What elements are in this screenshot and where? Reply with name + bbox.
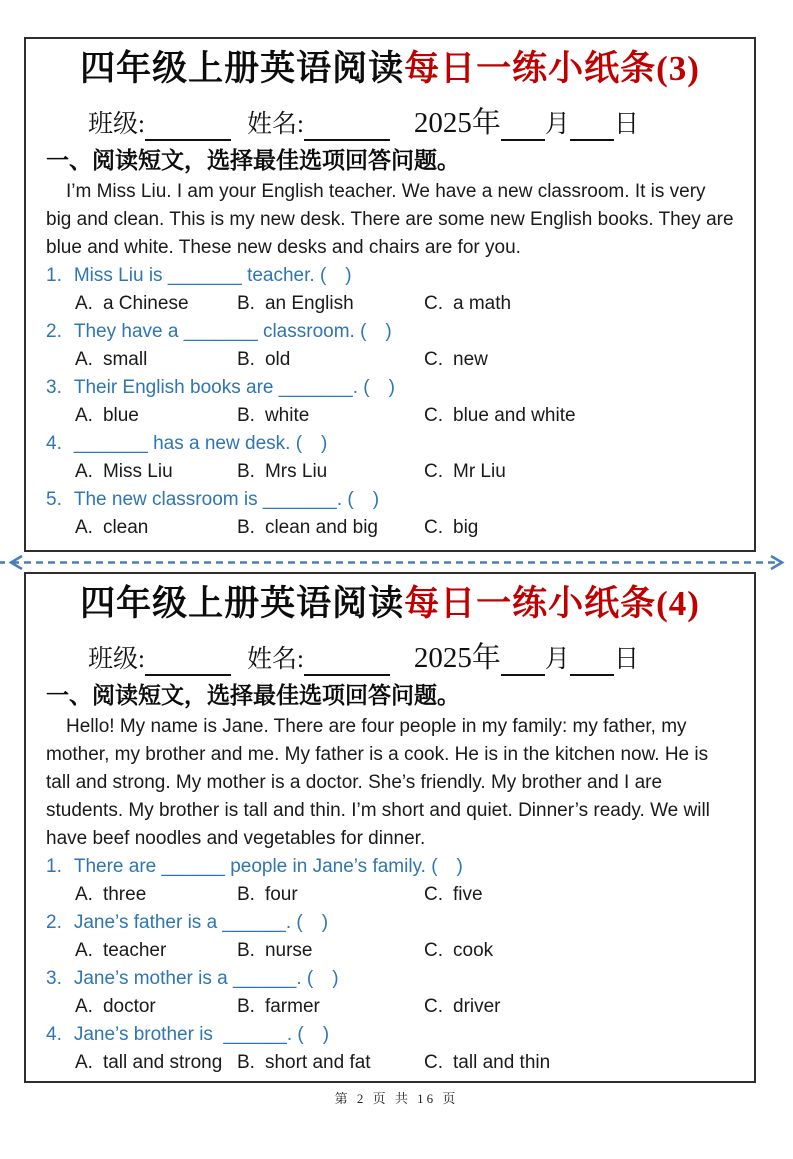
worksheet-title-black: 四年级上册英语阅读 <box>80 49 405 88</box>
option-a <box>75 458 237 486</box>
option-c <box>424 290 511 318</box>
question-number: 2. <box>46 912 62 933</box>
day-label: 日 <box>613 646 639 673</box>
worksheet-title <box>46 45 734 93</box>
option-c-label: C. <box>424 405 443 426</box>
month-label: 月 <box>544 646 570 673</box>
option-b-text: old <box>264 349 291 370</box>
question-row <box>46 486 734 514</box>
option-b-text: four <box>264 884 298 905</box>
option-c-label: C. <box>424 293 443 314</box>
options-row <box>46 937 734 965</box>
question-row <box>46 374 734 402</box>
section-instruction: 一、阅读短文，选择最佳选项回答问题。 <box>46 148 460 173</box>
option-b-label: B. <box>237 996 255 1017</box>
option-c <box>424 514 478 542</box>
worksheet-title-black: 四年级上册英语阅读 <box>80 584 405 623</box>
option-a <box>75 402 237 430</box>
month-blank <box>501 674 545 676</box>
option-b-text: clean and big <box>264 517 378 538</box>
worksheet-title-red: 每日一练小纸条(4) <box>404 584 700 623</box>
option-b-label: B. <box>237 461 255 482</box>
option-b-text: nurse <box>264 940 313 961</box>
option-c <box>424 937 493 965</box>
question-number: 3. <box>46 968 62 989</box>
option-c <box>424 346 488 374</box>
section-instruction: 一、阅读短文，选择最佳选项回答问题。 <box>46 683 460 708</box>
question-row <box>46 853 734 881</box>
month-label: 月 <box>544 111 570 138</box>
worksheet-card-3 <box>24 37 756 552</box>
option-a <box>75 346 237 374</box>
option-b-text: an English <box>264 293 354 314</box>
class-blank <box>145 674 231 676</box>
option-a-label: A. <box>75 461 93 482</box>
option-a <box>75 290 237 318</box>
option-b <box>237 514 424 542</box>
option-a-label: A. <box>75 293 93 314</box>
option-c <box>424 881 483 909</box>
option-b-label: B. <box>237 940 255 961</box>
option-b <box>237 993 424 1021</box>
option-c-text: a math <box>453 293 512 314</box>
option-c-label: C. <box>424 940 443 961</box>
question-stem: Jane’s father is a ______. ( ) <box>73 912 329 933</box>
option-a-label: A. <box>75 517 93 538</box>
option-b <box>237 346 424 374</box>
option-a-text: three <box>102 884 147 905</box>
option-a <box>75 993 237 1021</box>
option-b <box>237 1049 424 1077</box>
month-blank <box>501 139 545 141</box>
option-b-label: B. <box>237 517 255 538</box>
question-row <box>46 262 734 290</box>
question-stem: There are ______ people in Jane’s family. ( ) <box>73 856 463 877</box>
day-blank <box>570 139 614 141</box>
option-c <box>424 993 501 1021</box>
option-a-text: tall and strong <box>102 1052 223 1073</box>
option-a-text: clean <box>102 517 149 538</box>
option-b-label: B. <box>237 293 255 314</box>
option-a-label: A. <box>75 884 93 905</box>
option-c-text: big <box>453 517 479 538</box>
option-c <box>424 458 506 486</box>
day-label: 日 <box>613 111 639 138</box>
options-row <box>46 346 734 374</box>
option-b <box>237 290 424 318</box>
question-number: 4. <box>46 1024 62 1045</box>
reading-passage: I’m Miss Liu. I am your English teacher. We have a new classroom. It is very big and clean. This is my new desk. There are some new English books. They are blue and white. These new desks and chairs are for you. <box>46 181 734 258</box>
question-number: 5. <box>46 489 62 510</box>
date-group <box>414 635 639 676</box>
option-b-text: farmer <box>264 996 320 1017</box>
option-a-text: doctor <box>102 996 156 1017</box>
worksheet-title <box>46 580 734 628</box>
question-row <box>46 909 734 937</box>
question-stem: Jane’s brother is ______. ( ) <box>73 1024 330 1045</box>
option-b-label: B. <box>237 349 255 370</box>
name-blank <box>304 139 390 141</box>
question-stem: _______ has a new desk. ( ) <box>73 433 328 454</box>
question-stem: They have a _______ classroom. ( ) <box>73 321 392 342</box>
student-info-line <box>88 635 734 676</box>
date-group <box>414 100 639 141</box>
year-label: 2025年 <box>413 107 501 139</box>
option-a-label: A. <box>75 1052 93 1073</box>
name-label: 姓名: <box>246 111 304 138</box>
class-blank <box>145 139 231 141</box>
day-blank <box>570 674 614 676</box>
options-row <box>46 1049 734 1077</box>
option-c-text: Mr Liu <box>453 461 506 482</box>
worksheet-title-red: 每日一练小纸条(3) <box>404 49 700 88</box>
option-b-text: white <box>264 405 310 426</box>
option-a-label: A. <box>75 405 93 426</box>
question-stem: The new classroom is _______. ( ) <box>73 489 380 510</box>
option-b-text: short and fat <box>264 1052 371 1073</box>
option-a-text: Miss Liu <box>102 461 173 482</box>
option-a-text: a Chinese <box>102 293 189 314</box>
options-row <box>46 402 734 430</box>
option-c-text: five <box>453 884 483 905</box>
option-c-label: C. <box>424 349 443 370</box>
worksheet-card-4 <box>24 572 756 1083</box>
option-b <box>237 937 424 965</box>
question-number: 1. <box>46 856 62 877</box>
options-row <box>46 458 734 486</box>
question-stem: Their English books are _______. ( ) <box>73 377 395 398</box>
option-c-text: tall and thin <box>453 1052 551 1073</box>
question-stem: Jane’s mother is a ______. ( ) <box>73 968 339 989</box>
option-a-label: A. <box>75 996 93 1017</box>
option-a <box>75 881 237 909</box>
question-row <box>46 318 734 346</box>
option-a-label: A. <box>75 940 93 961</box>
cut-line-divider <box>0 552 793 572</box>
question-number: 3. <box>46 377 62 398</box>
class-label: 班级: <box>88 646 145 673</box>
options-row <box>46 881 734 909</box>
option-a-text: small <box>102 349 148 370</box>
option-c-text: blue and white <box>453 405 576 426</box>
question-number: 4. <box>46 433 62 454</box>
question-number: 1. <box>46 265 62 286</box>
option-c <box>424 402 576 430</box>
option-b-label: B. <box>237 405 255 426</box>
dashed-arrow-line-icon <box>0 553 793 572</box>
question-row <box>46 430 734 458</box>
option-c-label: C. <box>424 517 443 538</box>
option-b <box>237 881 424 909</box>
year-label: 2025年 <box>413 642 501 674</box>
option-b <box>237 402 424 430</box>
option-c-text: new <box>453 349 488 370</box>
question-number: 2. <box>46 321 62 342</box>
option-c-label: C. <box>424 884 443 905</box>
page-number-footer: 第 2 页 共 16 页 <box>334 1091 459 1106</box>
option-c-text: cook <box>453 940 494 961</box>
option-b-label: B. <box>237 1052 255 1073</box>
question-stem: Miss Liu is _______ teacher. ( ) <box>73 265 352 286</box>
question-row <box>46 965 734 993</box>
option-c-text: driver <box>453 996 501 1017</box>
class-label: 班级: <box>88 111 145 138</box>
option-b <box>237 458 424 486</box>
name-blank <box>304 674 390 676</box>
option-a-label: A. <box>75 349 93 370</box>
options-row <box>46 514 734 542</box>
option-a <box>75 514 237 542</box>
option-a <box>75 937 237 965</box>
option-a-text: teacher <box>102 940 167 961</box>
option-a <box>75 1049 237 1077</box>
reading-passage: Hello! My name is Jane. There are four people in my family: my father, my mother, my brother and me. My father is a cook. He is in the kitchen now. He is tall and strong. My mother is a doctor. She’s friendly. My brother and I are students. My brother is tall and thin. I’m short and quiet. Dinner’s ready. We will have beef noodles and vegetables for dinner. <box>46 716 710 849</box>
option-c <box>424 1049 550 1077</box>
option-a-text: blue <box>102 405 139 426</box>
name-label: 姓名: <box>246 646 304 673</box>
option-b-text: Mrs Liu <box>264 461 328 482</box>
options-row <box>46 290 734 318</box>
student-info-line <box>88 100 734 141</box>
options-row <box>46 993 734 1021</box>
option-b-label: B. <box>237 884 255 905</box>
option-c-label: C. <box>424 461 443 482</box>
question-row <box>46 1021 734 1049</box>
option-c-label: C. <box>424 1052 443 1073</box>
option-c-label: C. <box>424 996 443 1017</box>
